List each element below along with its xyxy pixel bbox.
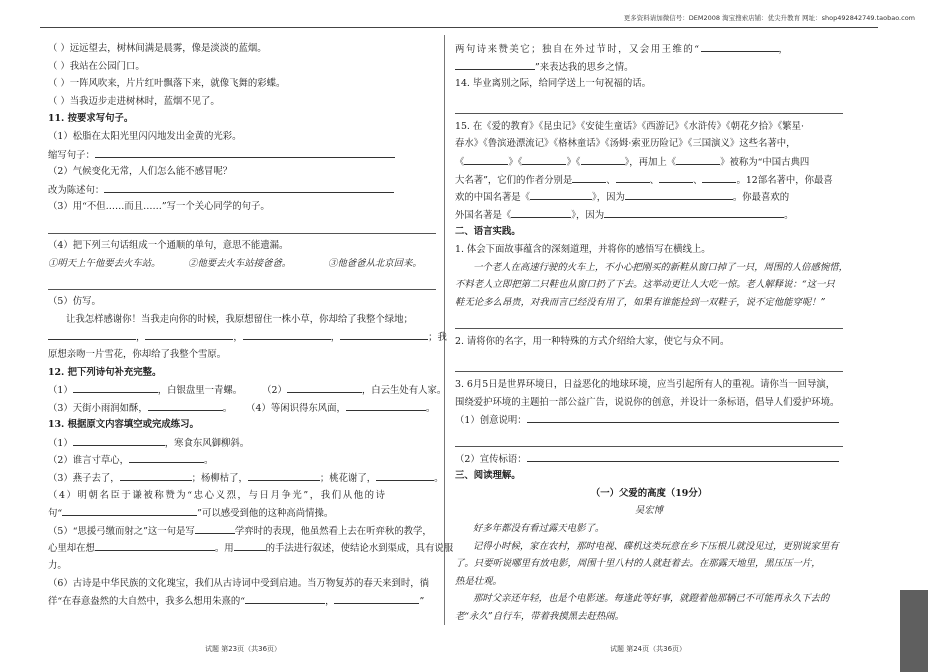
q11-1-prompt: 缩写句子：: [48, 149, 95, 161]
q13-6-text: 徉“在春意盎然的大自然中，我多么想用朱熹的“: [48, 596, 246, 608]
q11-5-blank-4[interactable]: [340, 328, 428, 340]
section-2-heading: 二、语言实践。: [455, 226, 521, 238]
q12-4-end: 。: [425, 402, 436, 414]
question-11: 11. 按要求写句子。: [48, 113, 134, 125]
idea-label: （1）创意说明：: [455, 415, 527, 427]
q11-5-end: 原想亲吻一片雪花，你却给了我整个雪原。: [48, 348, 227, 360]
r1-blank[interactable]: [701, 40, 779, 52]
q15-row-6: [455, 206, 843, 224]
q15-row-4: [455, 171, 843, 189]
q13-row-2: [48, 451, 436, 469]
q11-3-answer-line[interactable]: [48, 219, 436, 234]
q15-author-4[interactable]: [702, 171, 736, 183]
slogan-blank[interactable]: [527, 450, 839, 462]
q13-2-blank[interactable]: [129, 451, 204, 463]
q15-e2: 。你最喜欢的: [732, 192, 790, 204]
q13-3-text-2: ；杨柳枯了，: [191, 473, 248, 485]
q12-row-2: [48, 399, 436, 417]
q12-2-text: ，白云生处有人家。: [361, 385, 447, 397]
q13-3-blank-1[interactable]: [120, 469, 192, 481]
q13-4-blank[interactable]: [62, 504, 197, 516]
q11-2-blank[interactable]: [104, 181, 394, 193]
q13-5-blank-3[interactable]: [234, 539, 266, 551]
q15-f2: 。: [784, 209, 794, 221]
q12-3-blank[interactable]: [148, 399, 223, 411]
q13-2-text: （2）谁言寸草心，: [48, 455, 129, 467]
q15-d3: 、: [693, 174, 703, 186]
q12-row-1: [48, 381, 447, 399]
q11-4-options: [48, 255, 436, 273]
q15-b4: 》，再加上《: [624, 156, 677, 168]
q13-5-blank-1[interactable]: [195, 522, 235, 534]
q13-row-4b: [48, 504, 436, 522]
header-rule: [40, 27, 878, 28]
q15-b3: 》《: [566, 156, 581, 168]
q11-part-2-answer: [48, 181, 436, 199]
q15-blank-3[interactable]: [581, 153, 625, 165]
q12-1-label: （1）: [48, 385, 73, 397]
footer-right: 试题 第24页（共36页）: [610, 645, 687, 653]
q11-5-tail: ；我: [428, 332, 447, 344]
question-13: 13. 根据原文内容填空或完成练习。: [48, 419, 199, 431]
q12-4-text: （4）等闲识得东风面，: [246, 402, 346, 414]
q13-6-blank-1[interactable]: [245, 592, 325, 604]
q13-6-blank-2[interactable]: [334, 592, 419, 604]
article-para-2: 记得小时候，家在农村，那时电视、碟机这类玩意在乡下压根儿就没见过，更别说家里有: [473, 540, 839, 552]
question-12: 12. 把下列诗句补充完整。: [48, 366, 162, 378]
q15-d4: 。12部名著中，你最喜: [736, 174, 833, 186]
q12-2-blank[interactable]: [287, 381, 362, 393]
order-item-3: （ ）一阵风吹来，片片红叶飘落下来，就像飞舞的彩蝶。: [48, 78, 286, 90]
q15-d1: 、: [606, 174, 616, 186]
q13-6-quote: ”: [419, 596, 425, 608]
slogan-label: （2）宣传标语：: [455, 453, 527, 465]
practice-3-idea: [455, 411, 843, 429]
question-15: 15. 在《爱的教育》《昆虫记》《安徒生童话》《西游记》《水浒传》《朝花夕拾》《繁星·: [455, 120, 804, 132]
practice-1-answer-line[interactable]: [455, 314, 843, 329]
q11-2-prompt: 改为陈述句：: [48, 184, 105, 196]
article-para-2c: 热是壮观。: [455, 575, 502, 587]
q13-row-1: [48, 434, 436, 452]
left-column: [48, 40, 454, 610]
article-para-3b: 老“永久”自行车，带着我摸黑去赶热闹。: [455, 611, 624, 623]
practice-3: 3. 6月5日是世界环境日，日益恶化的地球环境，应当引起所有人的重视。请你当一回导演，: [455, 378, 836, 390]
q15-author-2[interactable]: [616, 171, 650, 183]
practice-2: 2. 请将你的名字，用一种特殊的方式介绍给大家，使它与众不同。: [455, 336, 730, 348]
order-item-4: （ ）当我迈步走进树林时，蓝烟不见了。: [48, 95, 220, 107]
q11-part-3: （3）用“不但……而且……”写一个关心同学的句子。: [48, 201, 270, 213]
r-row-1: [455, 40, 843, 58]
q15-e: 欢的中国名著是《: [455, 192, 531, 204]
q15-row-2: 春水》《鲁滨逊漂流记》《格林童话》《汤姆·索亚历险记》《三国演义》这些名著中，: [455, 138, 796, 150]
q11-part-4: （4）把下列三句话组成一个通顺的单句，意思不能遗漏。: [48, 239, 289, 251]
q12-4-blank[interactable]: [346, 399, 426, 411]
section-3-heading: 三、阅读理解。: [455, 470, 521, 482]
q15-blank-2[interactable]: [522, 153, 566, 165]
r1-comma: ，: [778, 44, 790, 55]
q12-3-end: 。: [222, 402, 233, 414]
r2-text: ”来表达我的思乡之情。: [535, 61, 634, 73]
q15-f: 外国名著是《: [455, 209, 512, 221]
q13-3-text-3: ；桃花谢了，: [319, 473, 377, 485]
column-divider: [444, 35, 445, 625]
q12-1-blank[interactable]: [73, 381, 158, 393]
q11-5-blank-1[interactable]: [48, 328, 136, 340]
header-note: 更多资料请加微信号：DEM2008 淘宝搜索店铺：优尖升教育 网址：shop492842749.taobao.com: [623, 14, 915, 22]
q13-3-blank-2[interactable]: [248, 469, 320, 481]
practice-1: 1. 体会下面故事蕴含的深刻道理，并将你的感悟写在横线上。: [455, 243, 711, 255]
idea-answer-line[interactable]: [455, 432, 843, 447]
q13-5-text-5: 的手法进行叙述，使结论水到渠成，具有说服: [265, 543, 454, 555]
article-para-1: 好多年都没有看过露天电影了。: [473, 523, 605, 535]
q13-2-end: 。: [203, 455, 214, 467]
q11-4-answer-line[interactable]: [48, 275, 436, 290]
r1-text: 两句诗来赞美它；独自在外过节时，又会用王维的“: [455, 44, 701, 55]
story-line-1: 一个老人在高速行驶的火车上，不小心把刚买的新鞋从窗口掉了一只，周围的人倍感惋惜，: [473, 261, 849, 273]
q15-fr-reason[interactable]: [604, 206, 784, 218]
q11-4-option-c: ③他爸爸从北京回来。: [328, 257, 422, 269]
r2-blank[interactable]: [455, 58, 535, 70]
q13-6-comma: ，: [325, 596, 335, 608]
q13-4-prefix: 句“: [48, 508, 63, 520]
q15-row-3: [455, 153, 843, 171]
q15-author-1[interactable]: [572, 171, 606, 183]
q11-5-answer: ， ， ， ；我: [48, 328, 436, 346]
q13-1-blank[interactable]: [73, 434, 165, 446]
q13-5-text-3: 心里却在想: [48, 543, 95, 555]
q13-row-5b: [48, 539, 454, 557]
practice-2-answer-line[interactable]: [455, 357, 843, 372]
q11-5-blank-2[interactable]: [145, 328, 233, 340]
q11-part-1-answer: [48, 146, 436, 164]
q11-part-1: （1）松脂在太阳光里闪闪地发出金黄的光彩。: [48, 130, 242, 142]
q13-5-text: （5）“思援弓缴而射之”这一句是写: [48, 525, 195, 537]
q13-row-6: （6）古诗是中华民族的文化瑰宝，我们从古诗词中受到启迪。当万物复苏的春天来到时，徜: [48, 577, 429, 589]
q15-b2: 》《: [508, 156, 523, 168]
q15-cn-reason[interactable]: [625, 188, 733, 200]
q13-row-5c: 力。: [48, 560, 67, 572]
q13-5-text-2: 学弈时的表现，他虽然看上去在听弈秋的教学，: [234, 525, 432, 537]
article-para-3: 那时父亲还年轻，也是个电影迷。每逢此等好事，就蹬着他那辆已不可能再永久下去的: [473, 593, 830, 605]
q15-d2: 、: [649, 174, 660, 186]
right-column: [455, 40, 849, 626]
q15-blank-1[interactable]: [464, 153, 508, 165]
q13-row-5: [48, 522, 436, 540]
idea-blank[interactable]: [527, 411, 839, 423]
q12-1-text: ，白银盘里一青螺。: [157, 385, 243, 397]
q13-row-3: [48, 469, 444, 487]
q13-3-blank-3[interactable]: [376, 469, 434, 481]
q11-part-2: （2）气候变化无常，人们怎么能不感冒呢？: [48, 166, 233, 178]
q13-row-6b: [48, 592, 436, 610]
q13-3-end: 。: [434, 473, 444, 485]
story-line-3: 鞋无论多么昂贵，对我而言已经没有用了，如果有谁能捡到一双鞋子，说不定他能穿呢！”: [455, 296, 826, 308]
q13-1-text: ，寒食东风御柳斜。: [164, 437, 250, 449]
r-row-2: [455, 58, 843, 76]
story-line-2: 不料老人立即把第二只鞋也从窗口扔了下去。这举动更让人大吃一惊。老人解释说：“这一只: [455, 279, 835, 291]
order-item-1: （ ）远远望去，树林间满是晨雾，像是淡淡的蓝烟。: [48, 43, 267, 54]
q12-2-label: （2）: [262, 385, 287, 397]
q11-5-text: 让我怎样感谢你！当我走向你的时候，我原想留住一株小草，你却给了我整个绿地；: [66, 313, 413, 325]
practice-3-b: 围绕爱护环境的主题拍一部公益广告，说说你的创意，并设计一条标语，倡导人们爱护环境。: [455, 396, 840, 408]
q11-part-5: （5）仿写。: [48, 296, 101, 308]
q15-d: 大名著”，它们的作者分别是: [455, 174, 573, 186]
order-item-2: （ ）我站在公园门口。: [48, 60, 145, 72]
q15-f1: 》，因为: [571, 209, 605, 221]
footer-left: 试题 第23页（共36页）: [205, 645, 282, 653]
q11-5-blank-3[interactable]: [243, 328, 331, 340]
q13-3-text: （3）燕子去了，: [48, 473, 120, 485]
q13-5-blank-2[interactable]: [95, 539, 215, 551]
q13-5-text-4: 。用: [214, 543, 234, 555]
reading-title: （一）父爱的高度（19分）: [590, 487, 708, 499]
q15-cn-book[interactable]: [530, 188, 592, 200]
article-para-2b: 了。只要听说哪里有放电影，周围十里八村的人就赶着去。在那露天地里，黑压压一片，: [455, 558, 821, 570]
q13-row-4: （4）明朝名臣于谦被称赞为“忠心义烈，与日月争光”，我们从他的诗: [48, 489, 387, 501]
q14-answer-line[interactable]: [455, 99, 843, 114]
q15-blank-4[interactable]: [676, 153, 720, 165]
q15-b5: 》被称为“中国古典四: [720, 156, 810, 168]
q15-b1: 《: [455, 156, 465, 168]
q15-row-5: [455, 188, 843, 206]
q13-4-suffix: ”可以感受到他的这种高尚情操。: [197, 508, 334, 520]
reading-author: 吴宏博: [634, 505, 664, 517]
side-scroll-bar[interactable]: [900, 590, 928, 672]
q15-fr-book[interactable]: [511, 206, 571, 218]
q11-4-option-b: ②他要去火车站接爸爸。: [188, 257, 292, 269]
q15-e1: 》，因为: [592, 192, 625, 204]
q13-1-label: （1）: [48, 437, 73, 449]
practice-3-slogan: [455, 450, 843, 468]
q11-4-option-a: ①明天上午他要去火车站。: [48, 257, 161, 269]
question-14: 14. 毕业离别之际，给同学送上一句祝福的话。: [455, 78, 652, 90]
q15-author-3[interactable]: [659, 171, 693, 183]
q12-3-text: （3）天街小雨润如酥，: [48, 402, 148, 414]
q11-1-blank[interactable]: [95, 146, 395, 158]
